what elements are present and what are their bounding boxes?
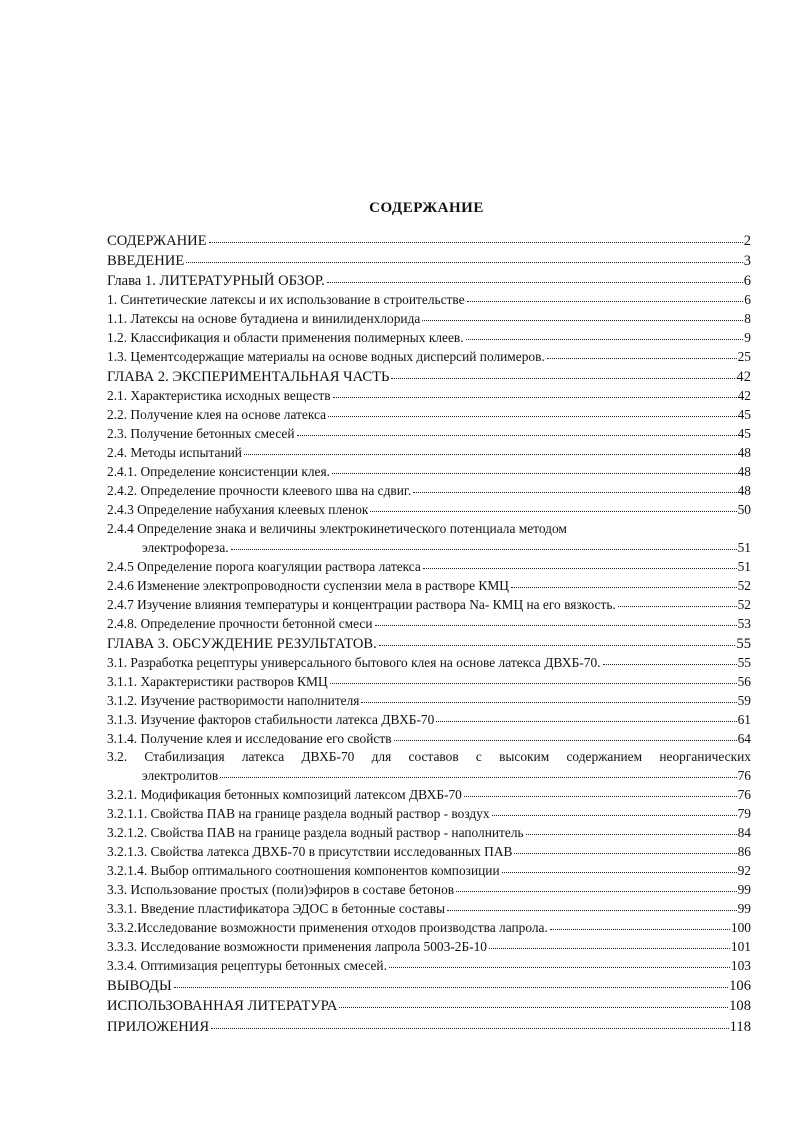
- dot-leader: [332, 463, 737, 476]
- toc-entry: [107, 996, 751, 1016]
- toc-entry: [107, 786, 751, 805]
- toc-entry-label: 1.2. Классификация и области применения полимерных клеев.: [107, 329, 464, 345]
- toc-entry-label: 3.1.2. Изучение растворимости наполнителя: [107, 692, 360, 708]
- dot-leader: [526, 824, 737, 837]
- dot-leader: [328, 406, 737, 419]
- toc-entry-label: 3.3.1. Введение пластификатора ЭДОС в бетонные составы: [107, 901, 446, 917]
- toc-entry-label: 2.4.1. Определение консистенции клея.: [107, 464, 330, 480]
- toc-entry: [107, 653, 751, 672]
- toc-page-number: 53: [737, 615, 751, 631]
- toc-entry-word: для: [371, 749, 392, 765]
- dot-leader: [391, 367, 735, 382]
- toc-page-number: 6: [744, 291, 751, 307]
- toc-entry-label: 2.3. Получение бетонных смесей: [107, 426, 295, 442]
- toc-entry-label: 2.1. Характеристика исходных веществ: [107, 388, 331, 404]
- dot-leader: [603, 653, 737, 666]
- toc-entry-label: 2.4.2. Определение прочности клеевого шва на сдвиг.: [107, 483, 412, 498]
- dot-leader: [511, 576, 737, 589]
- toc-page-number: 61: [737, 711, 751, 727]
- dot-leader: [436, 710, 736, 723]
- toc-entry-label: Глава 1. ЛИТЕРАТУРНЫЙ ОБЗОР.: [107, 272, 325, 289]
- toc-page-number: 45: [737, 426, 751, 442]
- toc-entry: [107, 900, 751, 919]
- toc-entry-label-continued: электрофореза.: [142, 539, 229, 555]
- toc-entry-label: 3.2.1.4. Выбор оптимального соотношения компонентов композиции: [107, 863, 500, 879]
- toc-entry: [107, 463, 751, 482]
- toc-entry: [107, 310, 751, 329]
- toc-entry: [107, 557, 751, 576]
- toc-entry-label: 2.2. Получение клея на основе латекса: [107, 407, 327, 423]
- toc-entry-label: 2.4. Методы испытаний: [107, 445, 242, 461]
- dot-leader: [209, 230, 743, 245]
- toc-page-number: 55: [737, 654, 751, 670]
- toc-entry-word: содержанием: [566, 749, 643, 765]
- dot-leader: [231, 538, 737, 551]
- dot-leader: [489, 938, 730, 951]
- toc-page-number: 3: [743, 252, 751, 269]
- table-of-contents: [107, 230, 751, 1036]
- toc-entry-label: 3.1. Разработка рецептуры универсального бытового клея на основе латекса ДВХБ-70.: [107, 654, 601, 670]
- toc-entry: [107, 805, 751, 824]
- toc-entry: [107, 976, 751, 996]
- toc-entry-word: латекса: [241, 749, 285, 765]
- toc-entry: [107, 538, 751, 557]
- dot-leader: [467, 291, 744, 304]
- toc-entry-label: 3.1.3. Изучение факторов стабильности латекса ДВХБ-70: [107, 711, 435, 727]
- dot-leader: [547, 348, 737, 361]
- toc-entry: [107, 406, 751, 425]
- toc-entry: [107, 270, 751, 290]
- toc-page-number: 118: [729, 1018, 751, 1035]
- dot-leader: [379, 633, 736, 648]
- toc-entry: [107, 348, 751, 367]
- toc-entry-label: 2.4.3 Определение набухания клеевых пленок: [107, 501, 369, 517]
- toc-entry-label: 2.4.6 Изменение электропроводности суспензии мела в растворе КМЦ: [107, 577, 509, 593]
- dot-leader: [447, 900, 737, 913]
- toc-page-number: 59: [737, 692, 751, 708]
- toc-entry-word: 3.2.: [107, 749, 128, 765]
- toc-page-number: 100: [730, 920, 751, 936]
- toc-entry: [107, 291, 751, 310]
- toc-entry: [107, 691, 751, 710]
- toc-entry-label: ПРИЛОЖЕНИЯ: [107, 1018, 210, 1035]
- toc-page-number: 9: [744, 329, 751, 345]
- toc-entry: [107, 387, 751, 406]
- toc-page-number: 79: [737, 806, 751, 822]
- toc-entry-label: ВЫВОДЫ: [107, 978, 172, 995]
- toc-page-number: 6: [743, 272, 751, 289]
- toc-entry-label: СОДЕРЖАНИЕ: [107, 232, 207, 249]
- toc-entry-label: 3.2.1.1. Свойства ПАВ на границе раздела водный раствор - воздух: [107, 806, 490, 822]
- toc-entry-label-continued: электролитов: [142, 768, 219, 784]
- toc-entry-label: ГЛАВА 3. ОБСУЖДЕНИЕ РЕЗУЛЬТАТОВ.: [107, 635, 377, 652]
- dot-leader: [220, 767, 736, 780]
- toc-entry-label: ИСПОЛЬЗОВАННАЯ ЛИТЕРАТУРА: [107, 998, 338, 1015]
- dot-leader: [375, 614, 737, 627]
- dot-leader: [413, 482, 736, 495]
- toc-page-number: 103: [730, 958, 751, 974]
- toc-entry: [107, 938, 751, 957]
- toc-page-number: 50: [737, 501, 751, 517]
- toc-page-number: 106: [729, 978, 751, 995]
- dot-leader: [333, 387, 737, 400]
- toc-entry-label: 3.2.1.3. Свойства латекса ДВХБ-70 в присутствии исследованных ПАВ: [107, 844, 513, 860]
- dot-leader: [550, 919, 730, 932]
- toc-page-number: 55: [736, 635, 751, 652]
- toc-entry: [107, 425, 751, 444]
- toc-entry: [107, 482, 751, 501]
- dot-leader: [618, 595, 737, 608]
- toc-entry-label: 3.3.2.Исследование возможности применения отходов производства лапрола.: [107, 920, 548, 936]
- toc-entry: [107, 1016, 751, 1036]
- dot-leader: [370, 501, 736, 514]
- toc-entry-word: высоким: [499, 749, 550, 765]
- toc-page-number: 64: [737, 730, 751, 746]
- toc-page-number: 76: [737, 768, 751, 784]
- dot-leader: [330, 672, 737, 685]
- dot-leader: [297, 425, 737, 438]
- dot-leader: [492, 805, 737, 818]
- toc-entry-label: 3.2.1.2. Свойства ПАВ на границе раздела водный раствор - наполнитель: [107, 825, 524, 841]
- toc-entry: [107, 957, 751, 976]
- toc-entry-line: [107, 748, 751, 767]
- toc-entry: [107, 633, 751, 653]
- toc-entry-word: составов: [408, 749, 459, 765]
- toc-entry: [107, 501, 751, 520]
- toc-entry: [107, 576, 751, 595]
- toc-entry: [107, 919, 751, 938]
- toc-entry-line: [107, 520, 751, 539]
- toc-entry-label: 2.4.5 Определение порога коагуляции раствора латекса: [107, 558, 421, 574]
- toc-entry-label: 3.2.1. Модификация бетонных композиций латексом ДВХБ-70: [107, 787, 462, 803]
- toc-page-number: 86: [737, 844, 751, 860]
- dot-leader: [361, 691, 736, 704]
- page-title: СОДЕРЖАНИЕ: [369, 200, 484, 216]
- toc-entry: [107, 329, 751, 348]
- toc-page-number: 48: [737, 445, 751, 461]
- toc-page-number: 56: [737, 673, 751, 689]
- dot-leader: [174, 976, 728, 991]
- dot-leader: [502, 862, 737, 875]
- dot-leader: [389, 957, 730, 970]
- toc-page-number: 42: [736, 369, 751, 386]
- dot-leader: [466, 329, 744, 342]
- toc-page-number: 92: [737, 863, 751, 879]
- toc-entry-label: 3.3.3. Исследование возможности применения лапрола 5003-2Б-10: [107, 939, 487, 955]
- toc-entry: [107, 710, 751, 729]
- toc-page-number: 51: [737, 558, 751, 574]
- toc-entry-label: 3.1.1. Характеристики растворов КМЦ: [107, 673, 328, 689]
- dot-leader: [327, 270, 743, 285]
- dot-leader: [422, 310, 743, 323]
- dot-leader: [464, 786, 737, 799]
- toc-page-number: 51: [737, 539, 751, 555]
- toc-entry-label: 3.3. Использование простых (поли)эфиров в составе бетонов: [107, 882, 455, 898]
- toc-entry: [107, 862, 751, 881]
- dot-leader: [514, 843, 736, 856]
- dot-leader: [186, 250, 742, 265]
- toc-entry-word: ДВХБ-70: [301, 749, 355, 765]
- toc-entry: [107, 367, 751, 387]
- toc-entry: [107, 230, 751, 250]
- toc-entry-label: ВВЕДЕНИЕ: [107, 252, 185, 269]
- toc-entry-label: 1.1. Латексы на основе бутадиена и винилиденхлорида: [107, 310, 421, 326]
- toc-entry-word: Стабилизация: [144, 749, 225, 765]
- toc-page-number: 108: [729, 998, 751, 1015]
- toc-entry: [107, 729, 751, 748]
- toc-entry: [107, 767, 751, 786]
- toc-entry-label: 1. Синтетические латексы и их использование в строительстве: [107, 291, 465, 307]
- toc-entry: [107, 824, 751, 843]
- toc-page-number: 8: [744, 310, 751, 326]
- toc-entry: [107, 672, 751, 691]
- toc-page-number: 76: [737, 787, 751, 803]
- toc-entry: [107, 843, 751, 862]
- dot-leader: [339, 996, 728, 1011]
- toc-page-number: 48: [737, 464, 751, 480]
- toc-entry-label: ГЛАВА 2. ЭКСПЕРИМЕНТАЛЬНАЯ ЧАСТЬ: [107, 369, 390, 386]
- dot-leader: [244, 444, 737, 457]
- toc-entry-label: 2.4.4 Определение знака и величины электрокинетического потенциала методом: [107, 520, 567, 536]
- toc-page-number: 45: [737, 407, 751, 423]
- toc-page-number: 42: [737, 388, 751, 404]
- toc-entry-word: неорганических: [659, 749, 751, 765]
- toc-entry-label: 2.4.8. Определение прочности бетонной смеси: [107, 615, 373, 631]
- toc-entry: [107, 614, 751, 633]
- toc-page-number: 99: [737, 882, 751, 898]
- toc-entry: [107, 444, 751, 463]
- dot-leader: [211, 1016, 729, 1031]
- toc-entry: [107, 595, 751, 614]
- toc-page-number: 52: [737, 596, 751, 612]
- toc-entry-label: 2.4.7 Изучение влияния температуры и концентрации раствора Na- КМЦ на его вязкость.: [107, 596, 616, 612]
- dot-leader: [456, 881, 737, 894]
- toc-entry-label: 1.3. Цементсодержащие материалы на основе водных дисперсий полимеров.: [107, 348, 545, 364]
- toc-entry: [107, 881, 751, 900]
- toc-page-number: 25: [737, 348, 751, 364]
- toc-page-number: 52: [737, 577, 751, 593]
- toc-entry-word: с: [475, 749, 482, 765]
- dot-leader: [423, 557, 737, 570]
- toc-entry-label: 3.1.4. Получение клея и исследование его свойств: [107, 730, 392, 746]
- toc-page-number: 101: [730, 939, 751, 955]
- toc-entry: [107, 250, 751, 270]
- toc-page-number: 2: [743, 232, 751, 249]
- toc-page-number: 84: [737, 825, 751, 841]
- toc-entry-label: 3.3.4. Оптимизация рецептуры бетонных смесей.: [107, 958, 387, 974]
- toc-page-number: 99: [737, 901, 751, 917]
- toc-page-number: 48: [737, 483, 751, 498]
- dot-leader: [394, 729, 737, 742]
